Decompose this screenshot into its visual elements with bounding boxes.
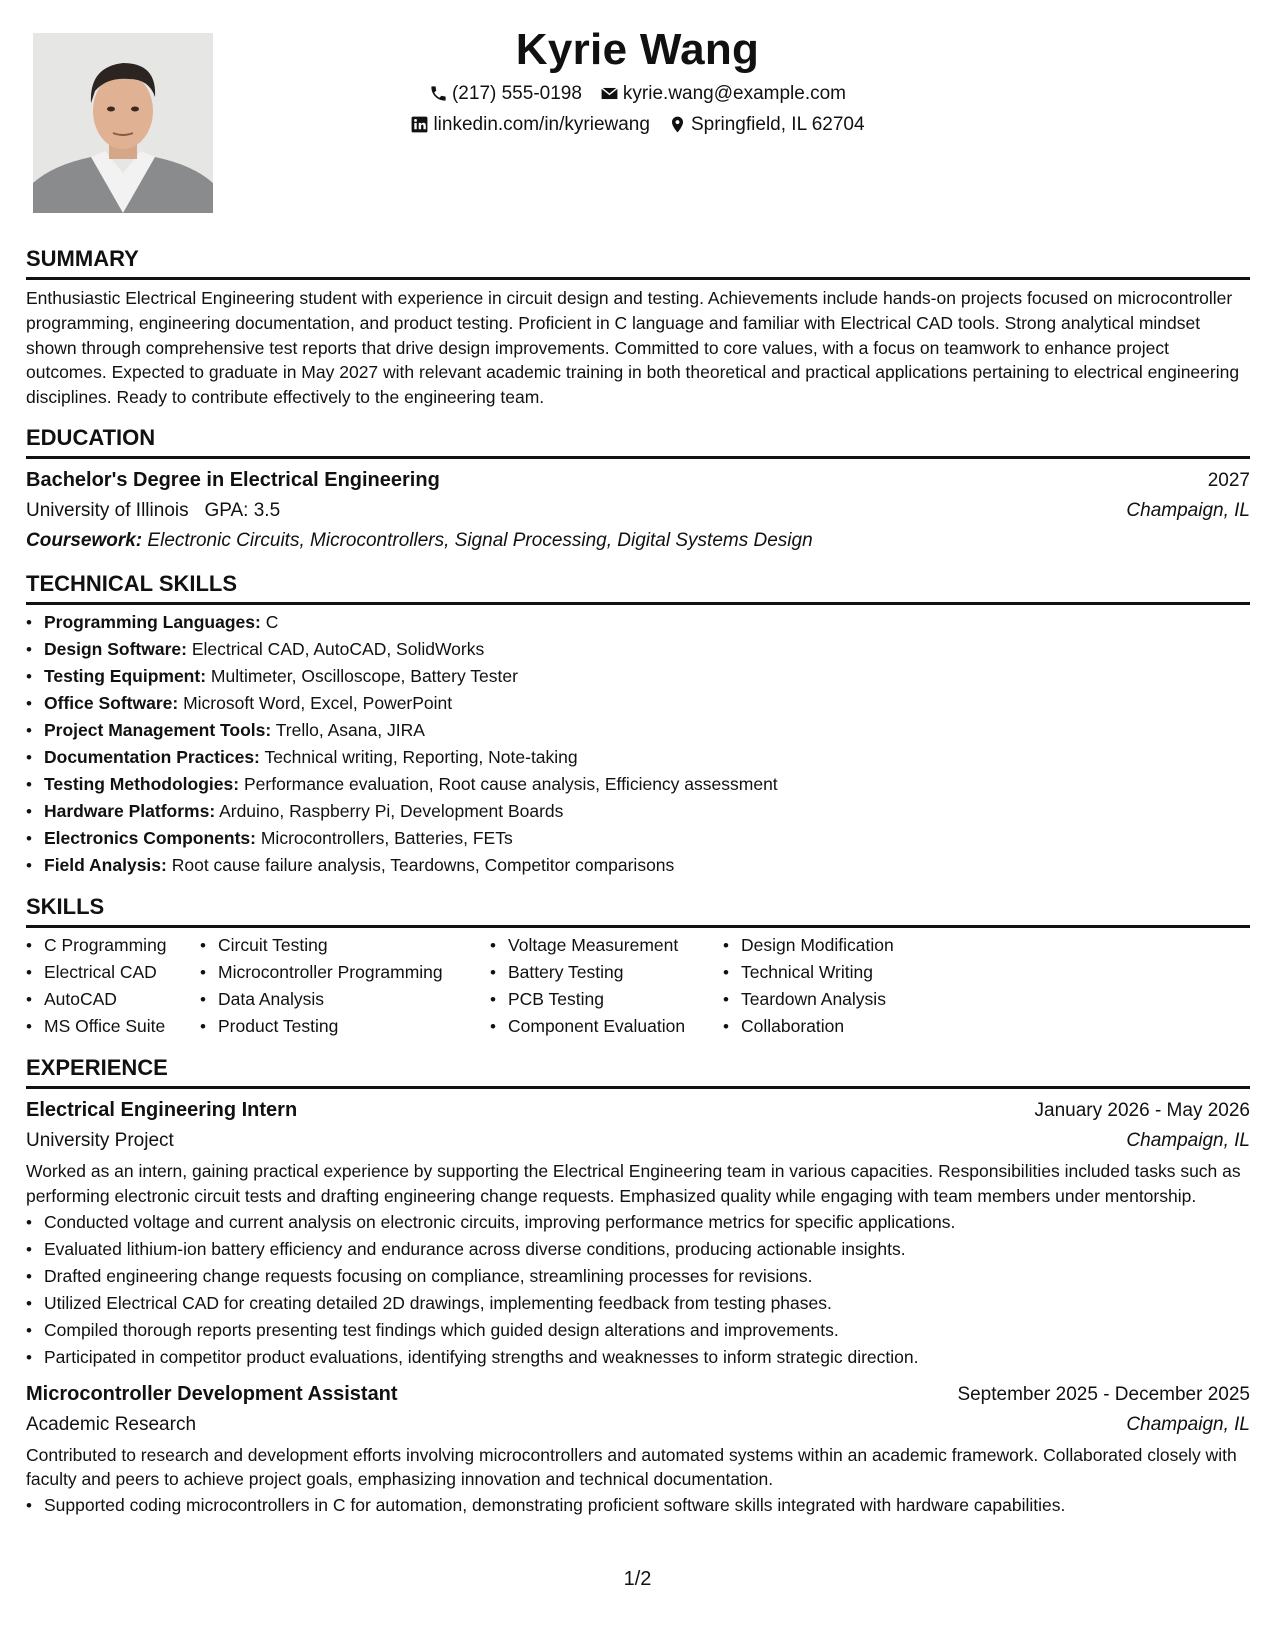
contact-email [600, 78, 846, 109]
education-row-1 [26, 465, 1250, 496]
section-divider [26, 277, 1250, 280]
skill-category: Testing Methodologies: [44, 773, 240, 794]
list-item: • C Programming [26, 932, 200, 959]
list-item: • Battery Testing [490, 959, 723, 986]
list-item [26, 663, 1250, 690]
skills-column [490, 932, 723, 1040]
list-item: • Drafted engineering change requests focusing on compliance, streamlining processes for revisions. [26, 1263, 1250, 1290]
degree-title: Bachelor's Degree in Electrical Engineering [26, 468, 440, 491]
email-address[interactable]: kyrie.wang@example.com [622, 83, 847, 104]
contact-location [668, 109, 865, 140]
skill-category: Documentation Practices: [44, 746, 260, 767]
list-item [26, 636, 1250, 663]
school-location: Champaign, IL [1126, 499, 1250, 521]
skill-category: Programming Languages: [44, 611, 261, 632]
contact-phone [429, 78, 582, 109]
list-item: • Circuit Testing [200, 932, 490, 959]
experience-section [26, 1054, 1250, 1519]
candidate-name: Kyrie Wang [515, 25, 760, 74]
list-item: • Participated in competitor product evaluations, identifying strengths and weaknesses to inform strategic direction. [26, 1344, 1250, 1371]
list-item [26, 609, 1250, 636]
technical-skills-list [26, 609, 1250, 879]
list-item [26, 771, 1250, 798]
phone-number: (217) 555-0198 [451, 83, 582, 104]
section-title-technical-skills: TECHNICAL SKILLS [26, 570, 238, 596]
section-title-skills: SKILLS [26, 893, 105, 919]
job-role: Electrical Engineering Intern [26, 1098, 298, 1121]
skills-column [200, 932, 490, 1040]
gpa: GPA: 3.5 [204, 499, 281, 521]
list-item [26, 744, 1250, 771]
skill-values: Microcontrollers, Batteries, FETs [260, 827, 513, 848]
page-number: 1/2 [623, 1568, 652, 1590]
skill-category: Office Software: [44, 692, 179, 713]
skill-values: Technical writing, Reporting, Note-taking [264, 746, 578, 767]
section-divider [26, 1086, 1250, 1089]
list-item: • Voltage Measurement [490, 932, 723, 959]
list-item [26, 717, 1250, 744]
skills-column [723, 932, 963, 1040]
list-item [26, 825, 1250, 852]
skill-values: Performance evaluation, Root cause analysis, Efficiency assessment [243, 773, 778, 794]
job-subheader [26, 1410, 1250, 1440]
skill-values: Arduino, Raspberry Pi, Development Boards [219, 800, 564, 821]
list-item: • PCB Testing [490, 986, 723, 1013]
job-description: Contributed to research and development efforts involving microcontrollers and automated systems within an academic framework. Collaborated closely with faculty and peers to achieve project goals, emphasizing innovation and technical documentation. [26, 1444, 1237, 1490]
skill-category: Hardware Platforms: [44, 800, 216, 821]
job-org: Academic Research [26, 1413, 197, 1435]
list-item: • Design Modification [723, 932, 963, 959]
coursework-list: Electronic Circuits, Microcontrollers, Signal Processing, Digital Systems Design [147, 529, 813, 551]
section-title-experience: EXPERIENCE [26, 1054, 168, 1080]
graduation-year: 2027 [1207, 469, 1250, 491]
skill-category: Design Software: [44, 638, 187, 659]
section-divider [26, 925, 1250, 928]
section-divider [26, 456, 1250, 459]
list-item: • Product Testing [200, 1013, 490, 1040]
list-item: • Teardown Analysis [723, 986, 963, 1013]
job-description: Worked as an intern, gaining practical experience by supporting the Electrical Engineering team in various capacities. Responsibilities included tasks such as performing electronic circuit tests and drafting engineering change requests. Emphasized quality while engaging with team members under mentorship. [26, 1160, 1241, 1206]
school-info [26, 496, 280, 526]
section-divider [26, 602, 1250, 605]
skill-values: Microsoft Word, Excel, PowerPoint [183, 692, 453, 713]
list-item [26, 852, 1250, 879]
coursework-label: Coursework: [26, 529, 143, 551]
skills-column [26, 932, 200, 1040]
skill-values: Root cause failure analysis, Teardowns, Competitor comparisons [171, 854, 675, 875]
job-location: Champaign, IL [1126, 1413, 1250, 1435]
contact-line-2 [0, 109, 1275, 140]
skills-grid [26, 932, 1250, 1040]
job-bullets [26, 1492, 1250, 1519]
resume-header [0, 22, 1275, 140]
job-dates: January 2026 - May 2026 [1034, 1099, 1250, 1121]
linkedin-url[interactable]: linkedin.com/in/kyriewang [433, 114, 650, 135]
skill-values: C [265, 611, 279, 632]
job-role: Microcontroller Development Assistant [26, 1382, 398, 1405]
list-item: • AutoCAD [26, 986, 200, 1013]
contact-linkedin [410, 109, 650, 140]
school-name: University of Illinois [26, 499, 189, 521]
list-item: • Supported coding microcontrollers in C for automation, demonstrating proficient software skills integrated with hardware capabilities. [26, 1492, 1250, 1519]
resume-body [26, 245, 1250, 1519]
job-dates: September 2025 - December 2025 [957, 1383, 1250, 1405]
list-item [26, 690, 1250, 717]
job-bullets [26, 1209, 1250, 1371]
skill-category: Electronics Components: [44, 827, 256, 848]
location-text: Springfield, IL 62704 [690, 114, 865, 135]
education-row-2 [26, 496, 1250, 526]
list-item: • Electrical CAD [26, 959, 200, 986]
list-item: • Compiled thorough reports presenting test findings which guided design alterations and improvements. [26, 1317, 1250, 1344]
skills-section [26, 893, 1250, 1040]
job-org: University Project [26, 1129, 174, 1151]
summary-section [26, 245, 1250, 410]
skill-category: Project Management Tools: [44, 719, 272, 740]
education-section [26, 424, 1250, 556]
technical-skills-section [26, 570, 1250, 879]
envelope-icon [600, 84, 619, 103]
skill-values: Electrical CAD, AutoCAD, SolidWorks [191, 638, 485, 659]
job-entry [26, 1379, 1250, 1520]
summary-text: Enthusiastic Electrical Engineering student with experience in circuit design and testing. Achievements include hands-on projects focused on microcontroller programming, engineering documentation, and product testing. Proficient in C language and familiar with Electrical CAD tools. Strong analytical mindset shown through comprehensive test reports that drive design improvements. Committed to core values, with a focus on teamwork to enhance project outcomes. Expected to graduate in May 2027 with relevant academic training in both theoretical and practical applications pertaining to electrical engineering disciplines. Ready to contribute effectively to the engineering team. [26, 288, 1240, 408]
job-entry [26, 1095, 1250, 1371]
section-title-summary: SUMMARY [26, 246, 139, 271]
list-item: • Evaluated lithium-ion battery efficiency and endurance across diverse conditions, producing actionable insights. [26, 1236, 1250, 1263]
list-item: • Microcontroller Programming [200, 959, 490, 986]
job-subheader [26, 1126, 1250, 1156]
coursework [26, 526, 1250, 556]
skill-category: Field Analysis: [44, 854, 167, 875]
skill-values: Trello, Asana, JIRA [275, 719, 425, 740]
section-title-education: EDUCATION [26, 424, 156, 450]
list-item: • Component Evaluation [490, 1013, 723, 1040]
job-header [26, 1095, 1250, 1126]
list-item: • Collaboration [723, 1013, 963, 1040]
map-pin-icon [668, 115, 687, 134]
skill-category: Testing Equipment: [44, 665, 207, 686]
list-item: • MS Office Suite [26, 1013, 200, 1040]
skill-values: Multimeter, Oscilloscope, Battery Tester [210, 665, 518, 686]
job-header [26, 1379, 1250, 1410]
phone-icon [429, 84, 448, 103]
contact-line-1 [0, 78, 1275, 109]
list-item: • Conducted voltage and current analysis on electronic circuits, improving performance metrics for specific applications. [26, 1209, 1250, 1236]
list-item: • Utilized Electrical CAD for creating detailed 2D drawings, implementing feedback from testing phases. [26, 1290, 1250, 1317]
list-item: • Data Analysis [200, 986, 490, 1013]
job-location: Champaign, IL [1126, 1129, 1250, 1151]
list-item [26, 798, 1250, 825]
linkedin-icon [410, 115, 429, 134]
list-item: • Technical Writing [723, 959, 963, 986]
